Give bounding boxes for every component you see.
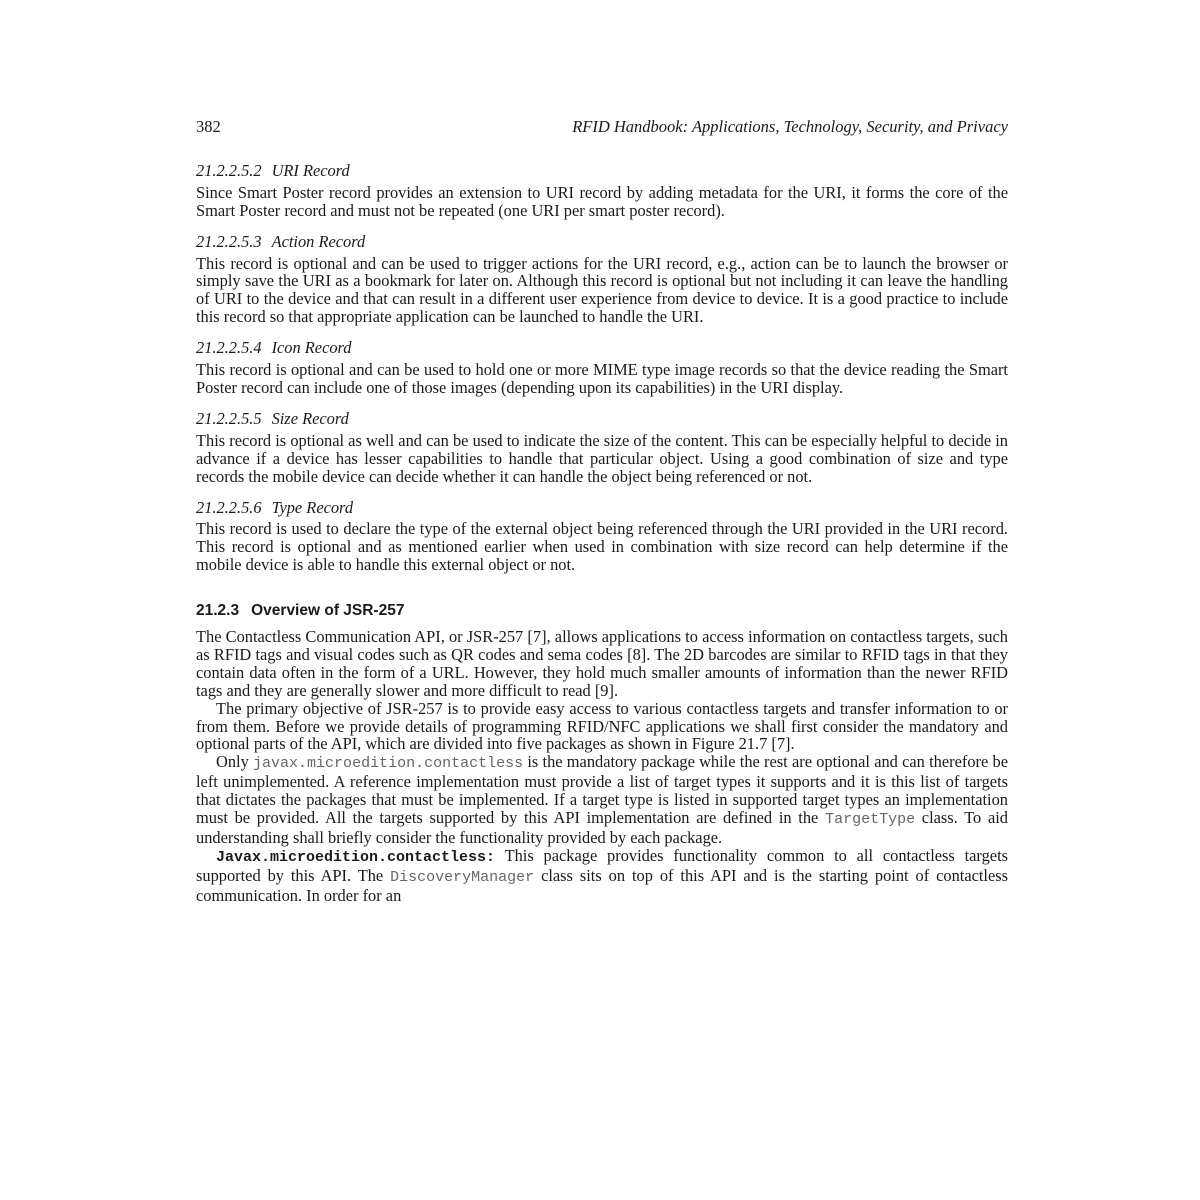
running-title: RFID Handbook: Applications, Technology, Security, and Privacy bbox=[572, 117, 1008, 136]
subsection-number: 21.2.2.5.2 bbox=[196, 160, 262, 180]
text-run: This package provides functionality common to all contactless targets supported by this API. The bbox=[196, 845, 1008, 885]
text-run: class. To aid understanding shall briefly consider the functionality provided by each package. bbox=[196, 808, 1009, 847]
subsection-number: 21.2.2.5.5 bbox=[196, 408, 262, 428]
paragraph bbox=[196, 753, 1008, 847]
paragraph: This record is used to declare the type of the external object being referenced through the URI provided in the URI record. This record is optional and as mentioned earlier when used in combination with size record can help determine if the mobile device is able to handle this external object or not. bbox=[196, 519, 1008, 575]
section-number: 21.2.3 bbox=[196, 602, 240, 620]
package-name: Javax.microedition.contactless: bbox=[216, 848, 496, 866]
paragraph: Since Smart Poster record provides an extension to URI record by adding metadata for the URI, it forms the core of the Smart Poster record and must not be repeated (one URI per smart poster record). bbox=[196, 182, 1008, 220]
subsection-uri-record bbox=[196, 162, 1008, 220]
inline-code: javax.microedition.contactless bbox=[253, 755, 524, 773]
text-run: is the mandatory package while the rest are optional and can therefore be left unimplemented. A reference implementation must provide a list of target types it supports and it is this list of targets that dictates the packages that must be implemented. If a target type is listed in supported target types an implementation must be provided. All the targets supported by this API implementation are defined in the bbox=[196, 752, 1008, 828]
paragraph: This record is optional and can be used to hold one or more MIME type image records so that the device reading the Smart Poster record can include one of those images (depending upon its capabilities) in the URI display. bbox=[196, 360, 1008, 397]
subsection-heading bbox=[196, 410, 1008, 428]
subsection-heading bbox=[196, 162, 1008, 180]
subsection-action-record bbox=[196, 233, 1008, 327]
paragraph bbox=[196, 847, 1008, 905]
inline-code: TargetType bbox=[825, 811, 916, 829]
subsection-size-record bbox=[196, 410, 1008, 486]
subsection-icon-record bbox=[196, 339, 1008, 397]
subsection-heading bbox=[196, 233, 1008, 251]
running-header bbox=[196, 118, 1008, 136]
paragraph: This record is optional and can be used to trigger actions for the URI record, e.g., action can be to launch the browser or simply save the URI as a bookmark for later on. Although this record is optional but not including it can leave the handling of URI to the device and that can result in a different user experience from device to device. It is a good practice to include this record so that appropriate application can be launched to handle the URI. bbox=[196, 253, 1008, 327]
subsection-title: Action Record bbox=[271, 231, 366, 251]
section-heading bbox=[196, 602, 1008, 620]
paragraph: The Contactless Communication API, or JSR-257 [7], allows applications to access information on contactless targets, such as RFID tags and visual codes such as QR codes and sema codes [8]. The 2D barcodes are similar to RFID tags in that they contain data often in the form of a URL. However, they hold much smaller amounts of information than the newer RFID tags and they are generally slower and more difficult to read [9]. bbox=[196, 627, 1008, 700]
page-number: 382 bbox=[196, 117, 221, 136]
subsection-title: URI Record bbox=[271, 160, 350, 180]
subsection-heading bbox=[196, 339, 1008, 357]
subsection-title: Size Record bbox=[271, 408, 349, 428]
subsection-number: 21.2.2.5.6 bbox=[196, 497, 262, 517]
subsection-number: 21.2.2.5.4 bbox=[196, 338, 262, 358]
subsection-title: Type Record bbox=[271, 497, 354, 517]
section-title: Overview of JSR-257 bbox=[251, 602, 405, 620]
subsection-type-record bbox=[196, 499, 1008, 575]
text-run: Only bbox=[216, 752, 254, 772]
paragraph: This record is optional as well and can be used to indicate the size of the content. This can be especially helpful to decide in advance if a device has lesser capabilities to handle that particular object. Using a good combination of size and type records the mobile device can decide whether it can handle the object being referenced or not. bbox=[196, 430, 1008, 486]
subsection-heading bbox=[196, 499, 1008, 517]
subsection-title: Icon Record bbox=[271, 338, 352, 358]
book-page bbox=[196, 118, 1008, 905]
paragraph: The primary objective of JSR-257 is to provide easy access to various contactless targets and transfer information to or from them. Before we provide details of programming RFID/NFC applications we shall first consider the mandatory and optional parts of the API, which are divided into five packages as shown in Figure 21.7 [7]. bbox=[196, 698, 1008, 754]
text-run: class sits on top of this API and is the starting point of contactless communication. In order for an bbox=[196, 865, 1009, 905]
inline-code: DiscoveryManager bbox=[390, 868, 535, 886]
subsection-number: 21.2.2.5.3 bbox=[196, 231, 262, 251]
